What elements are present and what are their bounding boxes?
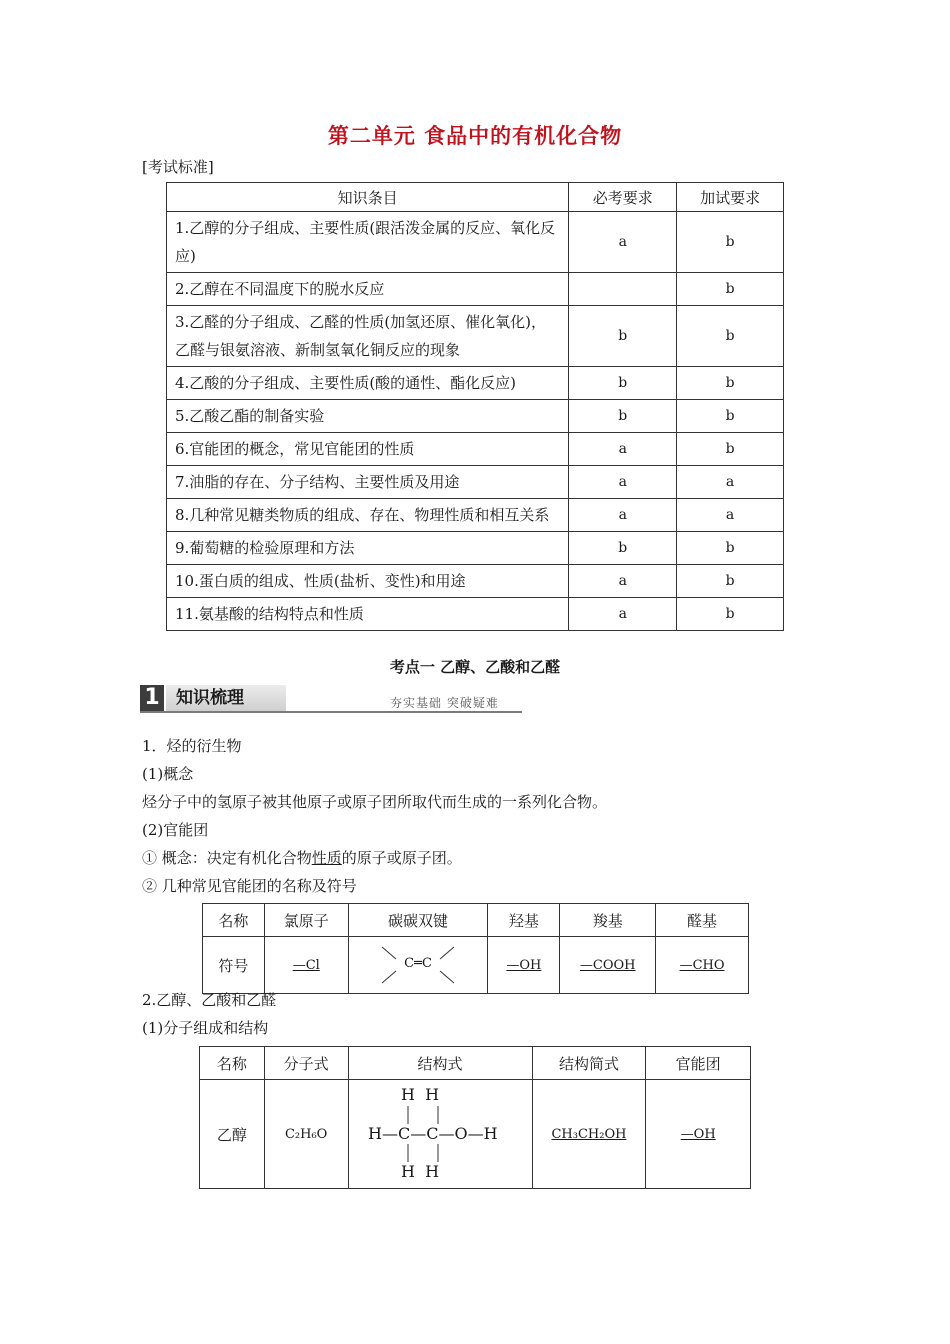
concept-underline: 性质 bbox=[311, 849, 342, 867]
item-cell: 10.蛋白质的组成、性质(盐析、变性)和用途 bbox=[167, 565, 569, 598]
table-row bbox=[203, 904, 749, 937]
row-label: 符号 bbox=[203, 937, 265, 994]
required-cell: a bbox=[569, 433, 677, 466]
structure-diagram bbox=[350, 1084, 530, 1184]
section-banner bbox=[140, 685, 522, 715]
concept-text: ① 概念：决定有机化合物 bbox=[142, 849, 312, 867]
structure-formula bbox=[348, 1080, 532, 1189]
column-header: 官能团 bbox=[646, 1047, 751, 1080]
row-label: 名称 bbox=[203, 904, 265, 937]
table-row bbox=[167, 273, 784, 306]
table-row bbox=[167, 400, 784, 433]
group-name: 碳碳双键 bbox=[348, 904, 488, 937]
required-cell: a bbox=[569, 499, 677, 532]
table-row bbox=[167, 499, 784, 532]
item-cell: 8.几种常见糖类物质的组成、存在、物理性质和相互关系 bbox=[167, 499, 569, 532]
standards-table bbox=[166, 182, 784, 631]
required-cell: a bbox=[569, 466, 677, 499]
item-cell: 11.氨基酸的结构特点和性质 bbox=[167, 598, 569, 631]
extra-cell: b bbox=[677, 273, 784, 306]
table-header-row bbox=[200, 1047, 751, 1080]
column-header: 必考要求 bbox=[569, 183, 677, 212]
table-row bbox=[167, 306, 784, 367]
table-header-row bbox=[167, 183, 784, 212]
column-header: 结构式 bbox=[348, 1047, 532, 1080]
extra-cell: b bbox=[677, 367, 784, 400]
symbol-text: —Cl bbox=[292, 957, 320, 973]
functional-group-text: —OH bbox=[680, 1126, 716, 1142]
banner-label: 知识梳理 bbox=[166, 685, 286, 711]
paragraph: 2.乙醇、乙酸和乙醛 bbox=[142, 991, 277, 1009]
item-cell: 2.乙醇在不同温度下的脱水反应 bbox=[167, 273, 569, 306]
concept-tail: 的原子或原子团。 bbox=[341, 849, 462, 867]
group-name: 氯原子 bbox=[264, 904, 348, 937]
column-header: 名称 bbox=[200, 1047, 265, 1080]
required-cell: a bbox=[569, 565, 677, 598]
symbol-text: —CHO bbox=[679, 957, 725, 973]
paragraph: 1．烃的衍生物 bbox=[142, 737, 242, 755]
paragraph: ② 几种常见官能团的名称及符号 bbox=[142, 877, 357, 895]
molecule-name: 乙醇 bbox=[200, 1080, 265, 1189]
item-cell: 1.乙醇的分子组成、主要性质(跟活泼金属的反应、氧化反应) bbox=[167, 212, 569, 273]
required-cell: b bbox=[569, 532, 677, 565]
table-row bbox=[200, 1080, 751, 1189]
table-row bbox=[203, 937, 749, 994]
extra-cell: b bbox=[677, 400, 784, 433]
short-formula-text: CH₃CH₂OH bbox=[551, 1126, 627, 1142]
group-name: 醛基 bbox=[656, 904, 749, 937]
group-symbol bbox=[348, 937, 488, 994]
table-row bbox=[167, 598, 784, 631]
molecule-table bbox=[199, 1046, 751, 1189]
extra-cell: b bbox=[677, 433, 784, 466]
group-name: 羧基 bbox=[560, 904, 656, 937]
extra-cell: b bbox=[677, 598, 784, 631]
structure-top: H H bbox=[401, 1085, 440, 1104]
required-cell: b bbox=[569, 400, 677, 433]
page-title: 第二单元 食品中的有机化合物 bbox=[327, 124, 623, 148]
item-cell: 3.乙醛的分子组成、乙醛的性质(加氢还原、催化氧化)，乙醛与银氨溶液、新制氢氧化铜反应的现象 bbox=[167, 306, 569, 367]
column-header: 结构简式 bbox=[532, 1047, 646, 1080]
required-cell: a bbox=[569, 212, 677, 273]
extra-cell: a bbox=[677, 466, 784, 499]
banner-number: 1 bbox=[140, 685, 164, 711]
column-header: 知识条目 bbox=[167, 183, 569, 212]
item-cell: 7.油脂的存在、分子结构、主要性质及用途 bbox=[167, 466, 569, 499]
standards-label: [考试标准] bbox=[142, 158, 214, 176]
short-formula bbox=[532, 1080, 646, 1189]
functional-group bbox=[646, 1080, 751, 1189]
extra-cell: b bbox=[677, 565, 784, 598]
banner-rule bbox=[140, 711, 522, 713]
structure-middle: H—C—C—O—H bbox=[368, 1124, 498, 1143]
paragraph: (1)概念 bbox=[142, 765, 194, 783]
item-cell: 9.葡萄糖的检验原理和方法 bbox=[167, 532, 569, 565]
item-cell: 6.官能团的概念，常见官能团的性质 bbox=[167, 433, 569, 466]
required-cell: a bbox=[569, 598, 677, 631]
paragraph: (2)官能团 bbox=[142, 821, 209, 839]
symbol-text: C═C bbox=[404, 956, 432, 971]
symbol-text: —OH bbox=[506, 957, 542, 973]
group-name: 羟基 bbox=[488, 904, 560, 937]
required-cell: b bbox=[569, 367, 677, 400]
table-row bbox=[167, 532, 784, 565]
table-row bbox=[167, 565, 784, 598]
item-cell: 4.乙酸的分子组成、主要性质(酸的通性、酯化反应) bbox=[167, 367, 569, 400]
extra-cell: b bbox=[677, 306, 784, 367]
functional-group-table bbox=[202, 903, 749, 994]
paragraph bbox=[142, 848, 462, 868]
extra-cell: b bbox=[677, 212, 784, 273]
required-cell: b bbox=[569, 306, 677, 367]
column-header: 分子式 bbox=[264, 1047, 348, 1080]
group-symbol bbox=[656, 937, 749, 994]
group-symbol bbox=[264, 937, 348, 994]
table-row bbox=[167, 212, 784, 273]
banner-subtitle: 夯实基础 突破疑难 bbox=[390, 696, 499, 710]
extra-cell: b bbox=[677, 532, 784, 565]
paragraph: 烃分子中的氢原子被其他原子或原子团所取代而生成的一系列化合物。 bbox=[142, 793, 608, 811]
table-row bbox=[167, 466, 784, 499]
item-cell: 5.乙酸乙酯的制备实验 bbox=[167, 400, 569, 433]
column-header: 加试要求 bbox=[677, 183, 784, 212]
symbol-text: —COOH bbox=[579, 957, 636, 973]
table-row bbox=[167, 433, 784, 466]
group-symbol bbox=[560, 937, 656, 994]
group-symbol bbox=[488, 937, 560, 994]
structure-bottom: H H bbox=[401, 1162, 440, 1181]
table-row bbox=[167, 367, 784, 400]
extra-cell: a bbox=[677, 499, 784, 532]
molecule-formula: C₂H₆O bbox=[264, 1080, 348, 1189]
paragraph: (1)分子组成和结构 bbox=[142, 1019, 269, 1037]
required-cell bbox=[569, 273, 677, 306]
section-title: 考点一 乙醇、乙酸和乙醛 bbox=[389, 658, 561, 676]
